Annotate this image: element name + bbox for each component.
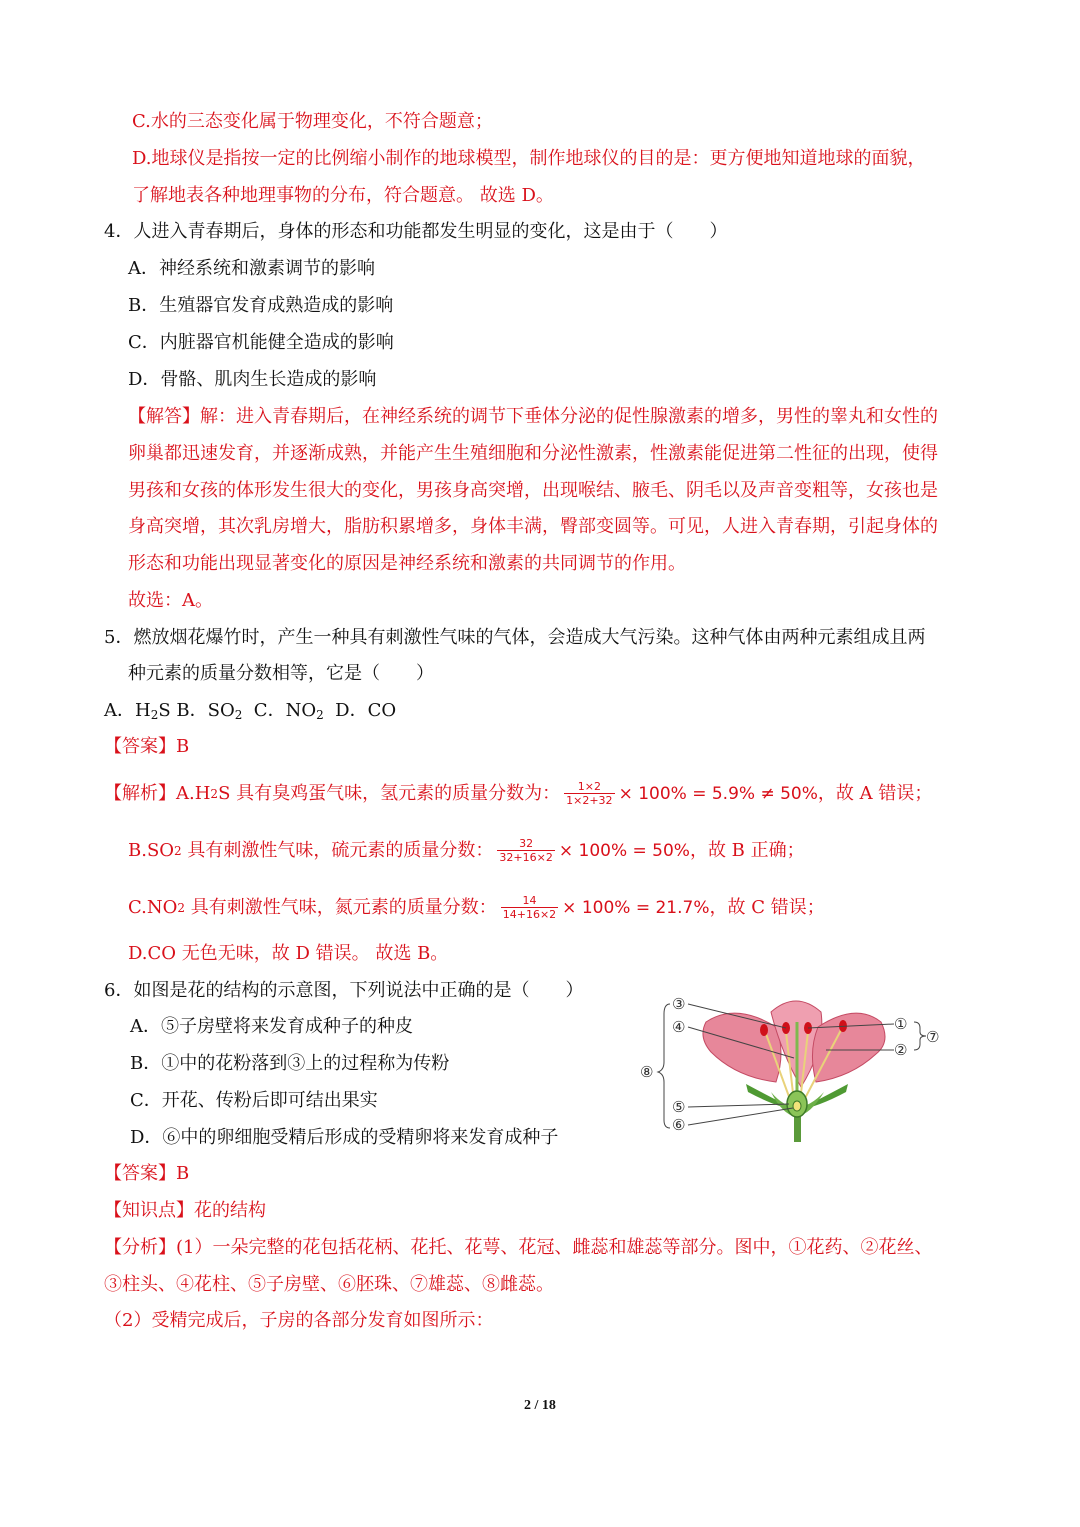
label-4: ④ xyxy=(672,1018,686,1036)
leader-6 xyxy=(688,1108,793,1125)
q5-stem-line1: 5．燃放烟花爆竹时，产生一种具有刺激性气味的气体，会造成大气污染。这种气体由两种元素组成且两 xyxy=(104,627,926,648)
label-7: ⑦ xyxy=(926,1028,940,1046)
q4-option-c: C．内脏器官机能健全造成的影响 xyxy=(128,332,394,353)
label-1: ① xyxy=(894,1015,908,1033)
q6-analysis-line2: ③柱头、④花柱、⑤子房壁、⑥胚珠、⑦雄蕊、⑧雌蕊。 xyxy=(104,1274,554,1295)
q5-stem-line2: 种元素的质量分数相等，它是（ ） xyxy=(128,663,434,684)
q4-option-b: B．生殖器官发育成熟造成的影响 xyxy=(128,295,394,316)
q6-stem: 6．如图是花的结构的示意图，下列说法中正确的是（ ） xyxy=(104,980,584,1001)
q3-option-d-explanation-line2: 了解地表各种地理事物的分布，符合题意。 故选 D。 xyxy=(132,185,554,206)
ovule xyxy=(793,1101,801,1111)
q5-analysis-b: B.SO 2 具有刺激性气味，硫元素的质量分数： $\frac{32}{32+16\times 2}$ × 100% = 50% ，故 B 正确； xyxy=(128,837,805,864)
q4-answer-line4: 身高突增，其次乳房增大，脂肪积累增多，身体丰满，臀部变圆等。可见，人进入青春期，引起身体的 xyxy=(128,516,938,537)
leader-5 xyxy=(688,1104,789,1107)
brace-7 xyxy=(914,1022,926,1050)
q5-analysis-d: D.CO 无色无味，故 D 错误。 故选 B。 xyxy=(128,943,449,964)
q3-option-d-explanation-line1: D.地球仪是指按一定的比例缩小制作的地球模型，制作地球仪的目的是：更方便地知道地球的面貌， xyxy=(132,148,926,169)
q6-option-c: C．开花、传粉后即可结出果实 xyxy=(130,1090,378,1111)
q3-option-c-explanation: C.水的三态变化属于物理变化，不符合题意； xyxy=(132,111,493,132)
fraction-a: $\frac{1\times 2}{1\times 2+32}$ xyxy=(566,780,613,807)
label-2: ② xyxy=(894,1041,908,1059)
label-8: ⑧ xyxy=(640,1063,654,1081)
q6-analysis-line1: 【分析】(1）一朵完整的花包括花柄、花托、花萼、花冠、雌蕊和雄蕊等部分。图中，①花药、②花丝、 xyxy=(104,1237,933,1258)
label-3: ③ xyxy=(672,995,686,1013)
brace-8 xyxy=(658,1004,670,1128)
label-5: ⑤ xyxy=(672,1098,686,1116)
q4-option-a: A．神经系统和激素调节的影响 xyxy=(128,258,375,279)
page-number: 2 / 18 xyxy=(524,1398,556,1413)
petal-right xyxy=(812,1013,885,1082)
q4-answer-line3: 男孩和女孩的体形发生很大的变化，男孩身高突增，出现喉结、腋毛、阴毛以及声音变粗等，女孩也是 xyxy=(128,480,938,501)
q6-option-a: A．⑤子房壁将来发育成种子的种皮 xyxy=(130,1016,413,1037)
q5-analysis-c: C.NO 2 具有刺激性气味，氮元素的质量分数： $\frac{14}{14+16\times 2}$ × 100% = 21.7% ，故 C 错误； xyxy=(128,894,825,921)
q5-analysis-a: 【解析】A.H 2 S 具有臭鸡蛋气味，氢元素的质量分数为： $\frac{1\times 2}{1\times 2+32}$ × 100% = 5.9% ≠ 50% ，故 A 错误； xyxy=(104,780,933,807)
flower-structure-diagram xyxy=(636,992,946,1152)
q6-answer: 【答案】B xyxy=(104,1163,190,1184)
q5-answer: 【答案】B xyxy=(104,736,190,757)
q6-knowledge-point: 【知识点】花的结构 xyxy=(104,1200,266,1221)
q4-stem: 4．人进入青春期后，身体的形态和功能都发生明显的变化，这是由于（ ） xyxy=(104,221,728,242)
q4-answer-choice: 故选：A。 xyxy=(128,590,213,611)
anther-3 xyxy=(760,1024,768,1036)
label-6: ⑥ xyxy=(672,1116,686,1134)
fraction-b: $\frac{32}{32+16\times 2}$ xyxy=(499,837,553,864)
q4-answer-line5: 形态和功能出现显著变化的原因是神经系统和激素的共同调节的作用。 xyxy=(128,553,686,574)
q6-option-b: B．①中的花粉落到③上的过程称为传粉 xyxy=(130,1053,450,1074)
q6-option-d: D．⑥中的卵细胞受精后形成的受精卵将来发育成种子 xyxy=(130,1127,559,1148)
q4-answer-line1: 【解答】解：进入青春期后，在神经系统的调节下垂体分泌的促性腺激素的增多，男性的睾丸和女性的 xyxy=(128,406,938,427)
q4-answer-line2: 卵巢都迅速发育，并逐渐成熟，并能产生生殖细胞和分泌性激素，性激素能促进第二性征的出现，使得 xyxy=(128,443,938,464)
q6-analysis-line3: （2）受精完成后，子房的各部分发育如图所示： xyxy=(104,1310,494,1331)
q5-options: A．$H_2S$ B．$SO_2$ C．$NO_2$ D．CO xyxy=(104,700,397,722)
fraction-c: $\frac{14}{14+16\times 2}$ xyxy=(502,894,557,921)
q4-option-d: D．骨骼、肌肉生长造成的影响 xyxy=(128,369,377,390)
